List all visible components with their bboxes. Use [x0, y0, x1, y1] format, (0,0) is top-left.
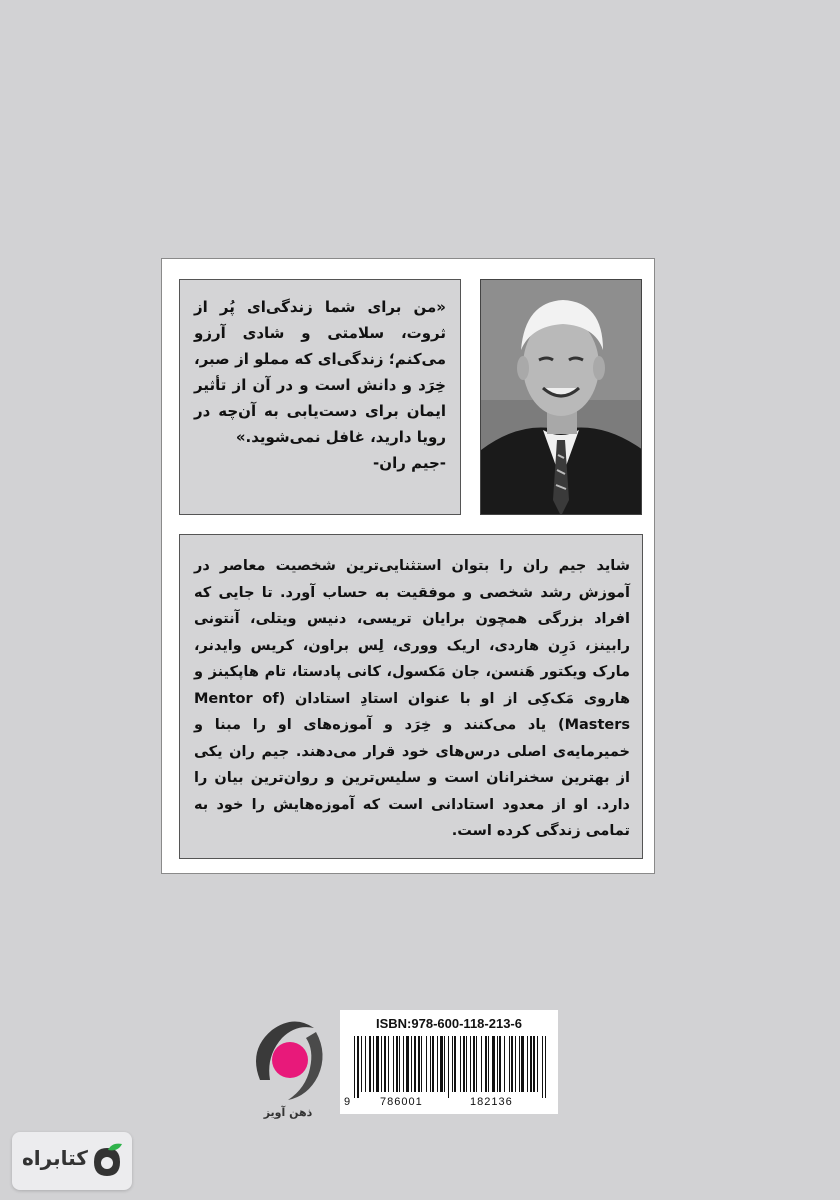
- barcode-bar: [470, 1036, 471, 1092]
- bio-box: [179, 534, 643, 859]
- barcode-bar: [533, 1036, 535, 1092]
- barcode-bar: [354, 1036, 355, 1098]
- barcode-bar: [430, 1036, 431, 1092]
- barcode-bar: [542, 1036, 543, 1098]
- barcode-bar: [393, 1036, 394, 1092]
- barcode-bar: [530, 1036, 532, 1092]
- watermark-badge[interactable]: [12, 1132, 132, 1190]
- barcode-bar: [511, 1036, 513, 1092]
- barcode-bar: [384, 1036, 386, 1092]
- publisher-name: ذهن آویز: [263, 1106, 313, 1119]
- barcode-bar: [504, 1036, 505, 1092]
- barcode-bar: [411, 1036, 412, 1092]
- barcode: [340, 1010, 558, 1114]
- barcode-bar: [545, 1036, 546, 1098]
- barcode-bar: [509, 1036, 510, 1092]
- barcode-digit-first: 9: [344, 1096, 351, 1108]
- barcode-bar: [369, 1036, 371, 1092]
- barcode-bar: [448, 1036, 449, 1098]
- barcode-bar: [488, 1036, 489, 1092]
- leaf-logo-icon: [90, 1142, 124, 1180]
- barcode-bar: [440, 1036, 443, 1092]
- barcode-bar: [497, 1036, 498, 1092]
- barcode-bar: [376, 1036, 379, 1092]
- barcode-digits-left: 786001: [380, 1096, 423, 1108]
- barcode-bar: [527, 1036, 528, 1092]
- barcode-digits-right: 182136: [470, 1096, 513, 1108]
- bio-text: شاید جیم ران را بتوان استثنایی‌ترین شخصیت معاصر در آموزش رشد شخصی و موفقیت به حساب آورد. تا جایی که افراد بزرگی همچون برایان تریسی، دنیس ویتلی، آنتونی رابینز، دَرِن هاردی، اریک ووری، لِس براون، کریس وایدنر، مارک ویکتور هَنسن، جان مَکسول، کانی پادستا، تام هاپکینز و هاروی مَک‌کِی از او با عنوان استادِ استادان (Mentor of Masters) یاد می‌کنند و خِرَد و آموزه‌های او را مبنا و خمیرمایه‌ی اصلی درس‌های خود قرار می‌دهند. جیم ران یکی از بهترین سخنرانان است و سلیس‌ترین و روان‌ترین بیان را دارد. او از معدود استادانی است که آموزه‌هایش را خود به تمامی زندگی کرده است.: [194, 558, 631, 839]
- author-photo: [480, 279, 642, 515]
- barcode-bar: [396, 1036, 398, 1092]
- publisher-logo-icon: [248, 1010, 328, 1122]
- barcode-bar: [414, 1036, 416, 1092]
- barcode-bar: [373, 1036, 374, 1092]
- barcode-bar: [454, 1036, 456, 1092]
- barcode-bar: [521, 1036, 524, 1092]
- barcode-bar: [473, 1036, 475, 1092]
- author-portrait-icon: [481, 280, 642, 515]
- barcode-bar: [460, 1036, 461, 1092]
- back-cover-card: [161, 258, 655, 874]
- barcode-bar: [466, 1036, 467, 1092]
- barcode-bar: [399, 1036, 400, 1092]
- isbn-label: ISBN:978-600-118-213-6: [376, 1016, 522, 1031]
- barcode-bar: [485, 1036, 487, 1092]
- barcode-bar: [492, 1036, 495, 1092]
- barcode-bar: [444, 1036, 445, 1092]
- publisher-logo: [248, 1010, 328, 1122]
- barcode-bars-icon: [340, 1010, 558, 1114]
- barcode-bar: [481, 1036, 482, 1092]
- barcode-bar: [421, 1036, 422, 1092]
- quote-author: -جیم ران-: [373, 454, 446, 472]
- barcode-bar: [381, 1036, 382, 1092]
- barcode-bar: [357, 1036, 359, 1098]
- barcode-bar: [515, 1036, 516, 1092]
- watermark-name: کتابراه: [22, 1146, 88, 1170]
- barcode-bar: [365, 1036, 366, 1092]
- barcode-bar: [463, 1036, 465, 1092]
- barcode-bar: [388, 1036, 389, 1092]
- barcode-bar: [406, 1036, 409, 1092]
- barcode-bar: [499, 1036, 501, 1092]
- barcode-bar: [432, 1036, 434, 1092]
- barcode-bar: [426, 1036, 427, 1092]
- barcode-bar: [452, 1036, 453, 1092]
- barcode-bar: [403, 1036, 404, 1092]
- quote-box: [179, 279, 461, 515]
- barcode-bar: [418, 1036, 420, 1092]
- barcode-bar: [519, 1036, 520, 1092]
- quote-text: «من برای شما زندگی‌ای پُر از ثروت، سلامتی و شادی آرزو می‌کنم؛ زندگی‌ای که مملو از صبر، خِرَد و دانش است و در آن از تأثیر ایمان برای دست‌یابی به آن‌چه در رویا دارید، غافل نمی‌شوید.»: [194, 298, 446, 446]
- barcode-bar: [537, 1036, 538, 1092]
- barcode-bar: [437, 1036, 438, 1092]
- barcode-bar: [476, 1036, 477, 1092]
- barcode-bar: [361, 1036, 362, 1092]
